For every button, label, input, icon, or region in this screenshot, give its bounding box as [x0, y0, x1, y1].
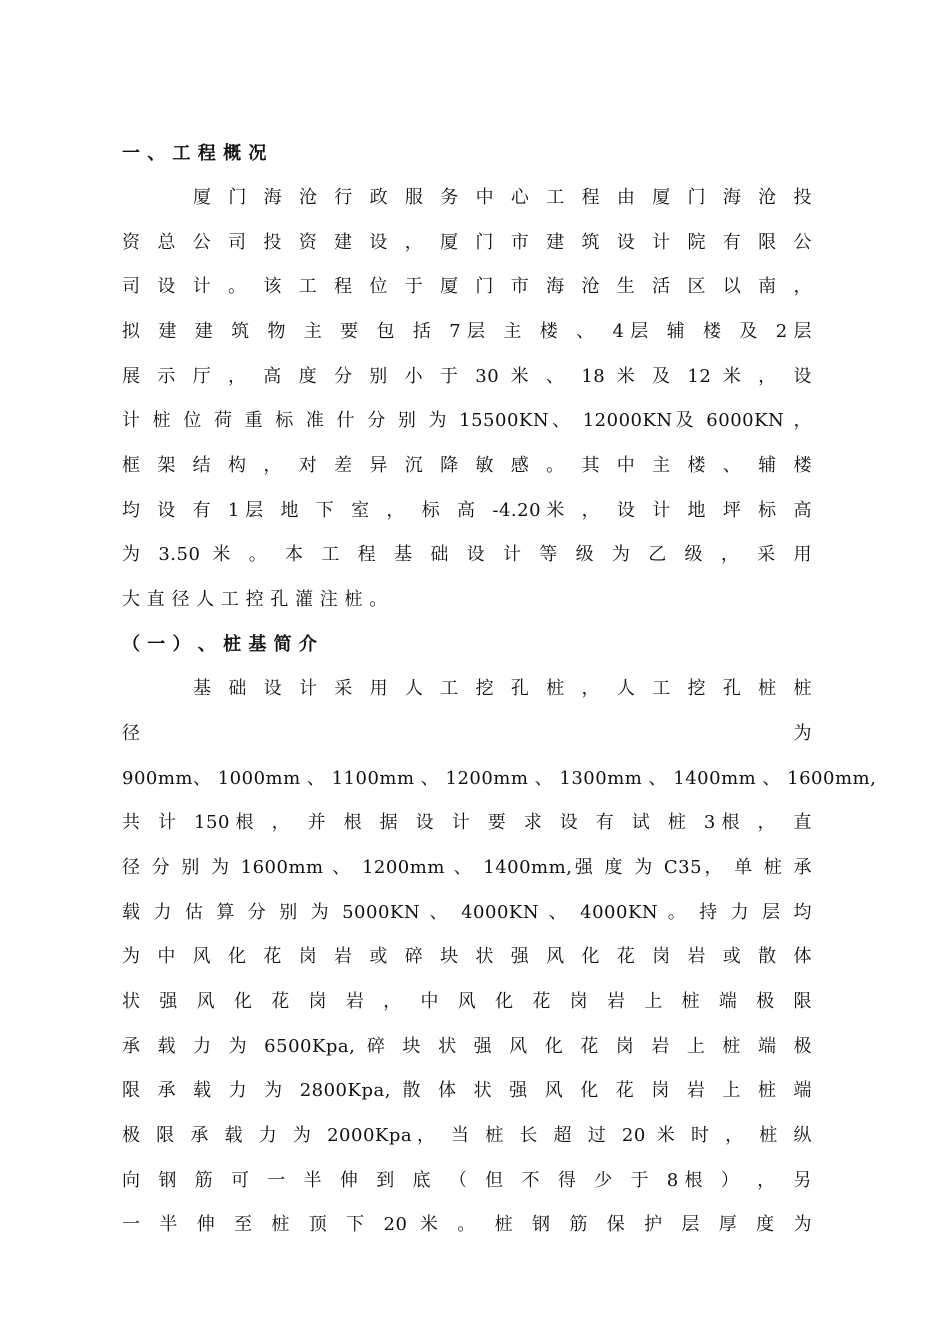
section-heading-project-overview: 一 、 工 程 概 况: [122, 143, 267, 164]
paragraph-line: 共 计 150根 ， 并 根 据 设 计 要 求 设 有 试 桩 3根 ， 直: [122, 812, 812, 833]
paragraph-line: 限 承 载 力 为 2800Kpa, 散 体 状 强 风 化 花 岗 岩 上 桩 端: [122, 1080, 812, 1101]
paragraph-line: 框 架 结 构 ， 对 差 异 沉 降 敏 感 。 其 中 主 楼 、 辅 楼: [122, 455, 812, 476]
paragraph-line: 均 设 有 1层 地 下 室 ， 标 高 -4.20米 ， 设 计 地 坪 标 高: [122, 500, 812, 521]
paragraph-line: 基 础 设 计 采 用 人 工 挖 孔 桩 ， 人 工 挖 孔 桩 桩: [193, 678, 812, 699]
paragraph-line: 状 强 风 化 花 岗 岩 ， 中 风 化 花 岗 岩 上 桩 端 极 限: [122, 991, 812, 1012]
paragraph-line: 900mm、 1000mm 、 1100mm 、 1200mm 、 1300mm 、 1400mm 、 1600mm,: [122, 768, 877, 789]
paragraph-line: 展 示 厅 ， 高 度 分 别 小 于 30 米 、 18 米 及 12 米 ， 设: [122, 366, 812, 387]
paragraph-line: 计 桩 位 荷 重 标 准 什 分 别 为 15500KN、 12000KN及 6000KN ，: [122, 410, 812, 431]
paragraph-line: 为 中 风 化 花 岗 岩 或 碎 块 状 强 风 化 花 岗 岩 或 散 体: [122, 946, 812, 967]
paragraph-line: 资 总 公 司 投 资 建 设 ， 厦 门 市 建 筑 设 计 院 有 限 公: [122, 232, 812, 253]
paragraph-line: 径 分 别 为 1600mm 、 1200mm 、 1400mm,强 度 为 C35， 单 桩 承: [122, 857, 812, 878]
paragraph-line: 为 3.50 米 。 本 工 程 基 础 设 计 等 级 为 乙 级 ， 采 用: [122, 544, 812, 565]
paragraph-line: 司 设 计 。 该 工 程 位 于 厦 门 市 海 沧 生 活 区 以 南 ，: [122, 276, 812, 297]
paragraph-line: 向 钢 筋 可 一 半 伸 到 底 （ 但 不 得 少 于 8根 ） ， 另: [122, 1170, 812, 1191]
paragraph-line: 承 载 力 为 6500Kpa, 碎 块 状 强 风 化 花 岗 岩 上 桩 端 极: [122, 1036, 812, 1057]
paragraph-line: 拟 建 建 筑 物 主 要 包 括 7层 主 楼 、 4层 辅 楼 及 2层: [122, 321, 812, 342]
paragraph-line: 一 半 伸 至 桩 顶 下 20 米 。 桩 钢 筋 保 护 层 厚 度 为: [122, 1214, 812, 1235]
paragraph-line: 径 为: [122, 723, 812, 744]
section-heading-pile-foundation: （ 一 ） 、 桩 基 简 介: [122, 634, 318, 655]
paragraph-line: 大 直 径 人 工 控 孔 灌 注 桩 。: [122, 589, 388, 610]
paragraph-line: 极 限 承 载 力 为 2000Kpa， 当 桩 长 超 过 20 米 时 ， 桩 纵: [122, 1125, 812, 1146]
paragraph-line: 厦 门 海 沧 行 政 服 务 中 心 工 程 由 厦 门 海 沧 投: [193, 187, 812, 208]
paragraph-line: 载 力 估 算 分 别 为 5000KN 、 4000KN 、 4000KN 。 持 力 层 均: [122, 902, 812, 923]
